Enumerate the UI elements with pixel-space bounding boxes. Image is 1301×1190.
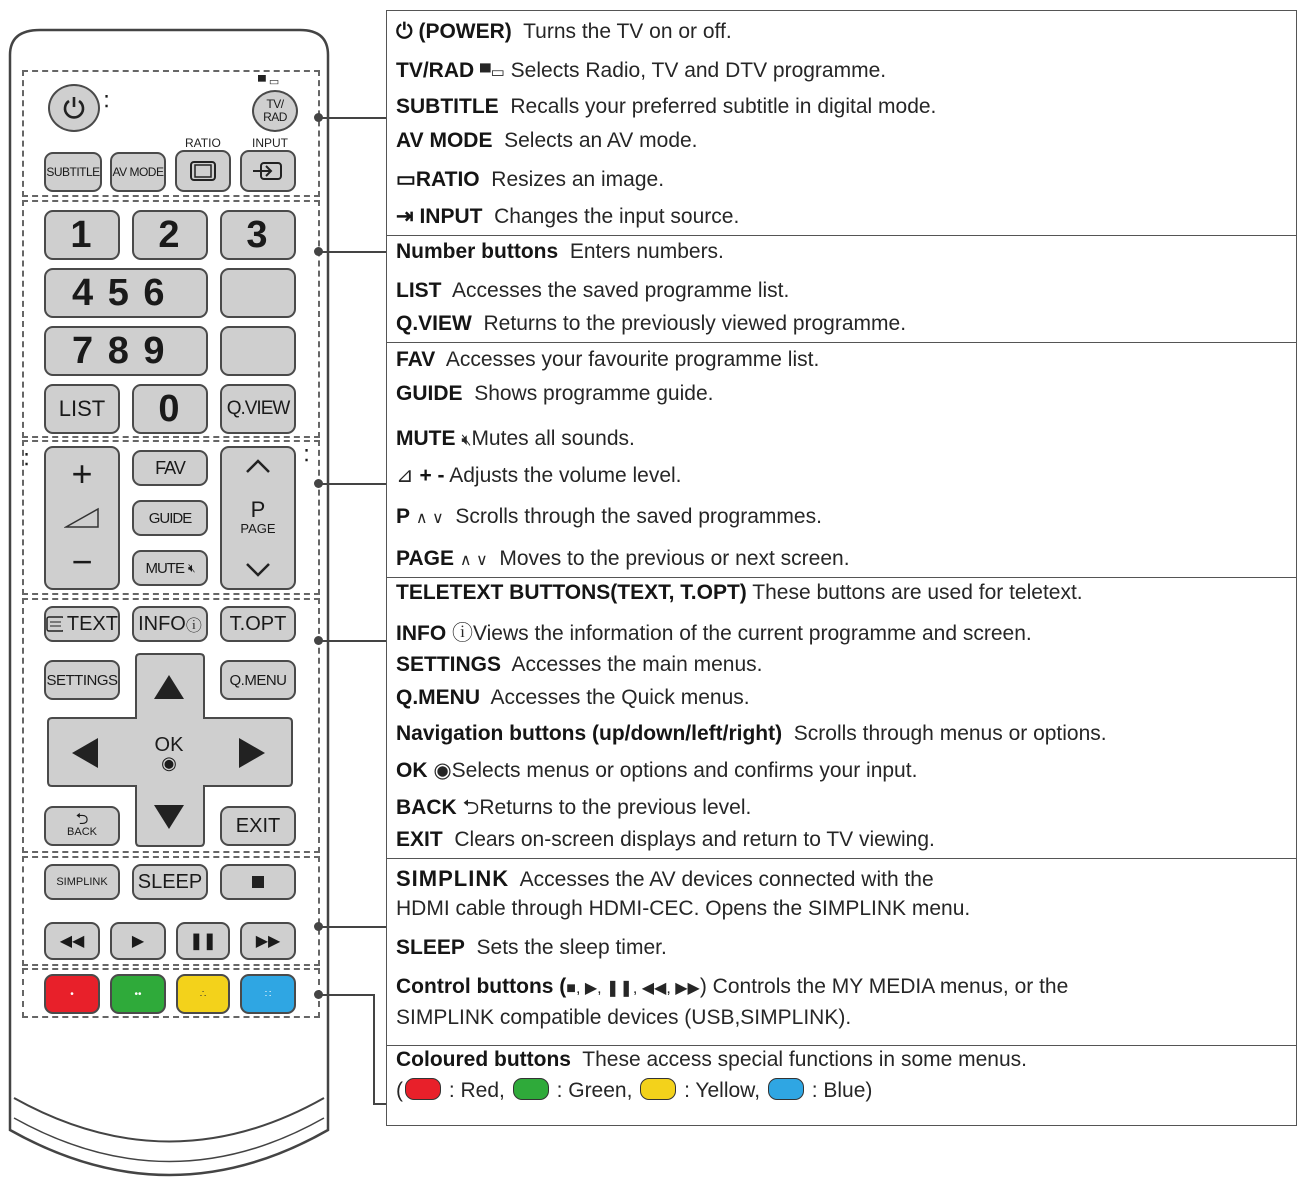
legend-page [396, 547, 850, 571]
legend-coloured [396, 1048, 1027, 1072]
legend-teletext-desc: These buttons are used for teletext. [752, 581, 1083, 604]
teletext-icon [46, 616, 63, 632]
legend-sleep [396, 936, 667, 960]
legend-mute-desc: Mutes all sounds. [471, 427, 635, 450]
nav-right-button[interactable] [222, 728, 282, 778]
legend-settings-key: SETTINGS [396, 653, 502, 676]
legend-qview [396, 312, 906, 336]
nav-left-button[interactable] [55, 728, 115, 778]
legend-volume-key: + - [419, 464, 445, 487]
legend-nav-key: Navigation buttons (up/down/left/right) [396, 722, 783, 745]
legend-ok-key: OK [396, 759, 428, 782]
legend-control-key: Control buttons ( [396, 975, 567, 998]
ratio-icon [188, 160, 218, 182]
ok-label: OK [154, 734, 184, 756]
braille-dots: ⁚ [104, 94, 110, 111]
info-icon: ⓘ [185, 617, 202, 635]
back-icon: ⮌ [462, 796, 480, 819]
legend-control-line2 [396, 1006, 851, 1030]
volume-rocker[interactable] [44, 446, 120, 590]
legend-mute-key: MUTE [396, 427, 456, 450]
colour-green-label: : Green, [556, 1079, 633, 1102]
stop-icon [252, 876, 264, 888]
qmenu-button[interactable]: Q.MENU [220, 660, 296, 700]
guide-button[interactable]: GUIDE [132, 500, 208, 536]
legend-sleep-key: SLEEP [396, 936, 465, 959]
connector-line [318, 926, 386, 928]
connector-line [318, 640, 386, 642]
text-button[interactable] [44, 606, 120, 642]
simplink-button[interactable]: SIMPLINK [44, 864, 120, 900]
legend-colour-list: ( : Red, : Green, : Yellow, : Blue) [396, 1079, 873, 1102]
legend-ok [396, 758, 917, 783]
text-label: TEXT [66, 612, 118, 635]
number-2-button[interactable]: 2 [132, 210, 208, 260]
legend-input-key: INPUT [419, 205, 483, 228]
connector-line [318, 483, 386, 485]
legend-simplink-desc-2: HDMI cable through HDMI-CEC. Opens the SIMPLINK menu. [396, 897, 971, 920]
legend-p [396, 505, 822, 529]
legend-nav-desc: Scrolls through menus or options. [793, 722, 1107, 745]
legend-list-desc: Accesses the saved programme list. [452, 279, 790, 302]
back-button[interactable] [44, 806, 120, 846]
green-swatch [513, 1078, 549, 1100]
green-button[interactable]: •• [110, 974, 166, 1014]
legend-sleep-desc: Sets the sleep timer. [476, 936, 667, 959]
legend-avmode-desc: Selects an AV mode. [504, 129, 698, 152]
legend-list [396, 279, 789, 303]
legend-control-desc-1: ) Controls the MY MEDIA menus, or the [699, 975, 1069, 998]
volume-down-icon[interactable]: − [71, 541, 93, 583]
back-icon: ⮌ [75, 811, 89, 828]
legend-simplink-key: SIMPLINK [396, 866, 510, 891]
ok-icon: ◉ [161, 753, 177, 773]
legend-tvrad-key: TV/RAD [396, 59, 475, 82]
info-label: INFO [138, 612, 186, 635]
legend-p-desc: Scrolls through the saved programmes. [455, 505, 822, 528]
ok-button[interactable] [143, 728, 195, 780]
ok-icon: ◉ [433, 759, 452, 782]
legend-fav-key: FAV [396, 348, 436, 371]
legend-exit-key: EXIT [396, 828, 443, 851]
connector-line [318, 994, 374, 996]
legend-settings [396, 653, 762, 677]
programme-rocker[interactable] [220, 446, 296, 590]
remote-control-illustration [0, 0, 340, 1190]
legend-teletext-key: TELETEXT BUTTONS(TEXT, T.OPT) [396, 581, 747, 604]
legend-info [396, 617, 1032, 647]
legend-tvrad [396, 59, 886, 83]
fast-forward-icon: ▶▶ [255, 933, 281, 950]
arrow-right-icon [237, 736, 267, 770]
section-divider [387, 235, 1296, 236]
mute-icon: 🔇︎ [461, 432, 472, 449]
volume-up-icon[interactable]: + [71, 452, 93, 494]
connector-line [318, 117, 386, 119]
chevron-down-icon[interactable] [244, 562, 272, 578]
chevron-up-down-icon: ∧ ∨ [459, 552, 488, 569]
input-icon [251, 160, 285, 182]
legend-page-desc: Moves to the previous or next screen. [499, 547, 850, 570]
legend-panel [386, 10, 1297, 1126]
mute-label: MUTE [145, 559, 184, 577]
red-button[interactable]: • [44, 974, 100, 1014]
legend-ok-desc: Selects menus or options and confirms your input. [451, 759, 918, 782]
legend-power-desc: Turns the TV on or off. [523, 20, 732, 43]
legend-nav [396, 722, 1107, 746]
ratio-button[interactable] [175, 150, 231, 192]
legend-teletext [396, 581, 1083, 605]
legend-coloured-key: Coloured buttons [396, 1048, 571, 1071]
play-button[interactable] [110, 922, 166, 960]
arrow-up-icon [152, 673, 186, 701]
arrow-left-icon [70, 736, 100, 770]
legend-qview-key: Q.VIEW [396, 312, 472, 335]
back-label: BACK [67, 826, 97, 838]
colour-red-label: : Red, [448, 1079, 505, 1102]
legend-control [396, 975, 1068, 999]
section-divider [387, 1045, 1296, 1046]
stop-button[interactable] [220, 864, 296, 900]
power-icon: ⏻ [396, 20, 413, 43]
legend-info-desc: Views the information of the current programme and screen. [473, 622, 1032, 645]
sleep-button[interactable]: SLEEP [132, 864, 208, 900]
section-divider [387, 858, 1296, 859]
legend-avmode-key: AV MODE [396, 129, 493, 152]
legend-ratio [396, 167, 664, 192]
media-control-icons: ■, ▶, ❚❚, ◀◀, ▶▶ [566, 980, 700, 997]
pause-button[interactable] [176, 922, 230, 960]
legend-qmenu-desc: Accesses the Quick menus. [490, 686, 750, 709]
input-button[interactable] [240, 150, 296, 192]
input-caption: INPUT [252, 136, 288, 150]
number-3-button[interactable]: 3 [220, 210, 296, 260]
pause-icon: ❚❚ [189, 933, 217, 950]
legend-qview-desc: Returns to the previously viewed programme. [483, 312, 907, 335]
legend-subtitle-key: SUBTITLE [396, 95, 499, 118]
rewind-icon: ◀◀ [59, 933, 85, 950]
legend-subtitle-desc: Recalls your preferred subtitle in digital mode. [510, 95, 937, 118]
legend-guide [396, 382, 713, 406]
nav-down-button[interactable] [143, 790, 195, 844]
legend-mute [396, 427, 635, 451]
legend-simplink-line2 [396, 897, 970, 921]
rewind-button[interactable] [44, 922, 100, 960]
section-divider [387, 342, 1296, 343]
legend-volume-desc: Adjusts the volume level. [449, 464, 682, 487]
legend-back-desc: Returns to the previous level. [479, 796, 752, 819]
fav-button[interactable]: FAV [132, 450, 208, 486]
tv-rad-label-2: RAD [263, 110, 287, 124]
arrow-down-icon [152, 803, 186, 831]
volume-icon [64, 507, 100, 529]
legend-power [396, 20, 732, 44]
blue-button[interactable]: ∷ [240, 974, 296, 1014]
legend-avmode [396, 129, 698, 153]
blank-button-1[interactable] [220, 268, 296, 318]
connector-line [373, 1103, 386, 1105]
legend-list-key: LIST [396, 279, 442, 302]
exit-button[interactable]: EXIT [220, 806, 296, 846]
blue-swatch [768, 1078, 804, 1100]
legend-exit-desc: Clears on-screen displays and return to TV viewing. [454, 828, 935, 851]
colour-yellow-label: : Yellow, [684, 1079, 761, 1102]
nav-up-button[interactable] [143, 660, 195, 714]
ratio-caption: RATIO [185, 136, 221, 150]
fast-forward-button[interactable] [240, 922, 296, 960]
legend-guide-desc: Shows programme guide. [474, 382, 714, 405]
legend-back [396, 793, 751, 828]
braille-dots-left: ⁚ [24, 452, 30, 469]
tv-rad-button[interactable] [252, 90, 298, 132]
connector-line [373, 994, 375, 1104]
red-swatch [405, 1078, 441, 1100]
legend-info-key: INFO [396, 622, 447, 645]
mute-button[interactable] [132, 550, 208, 586]
chevron-up-icon[interactable] [244, 458, 272, 474]
legend-number-key: Number buttons [396, 240, 559, 263]
info-icon: ⓘ [452, 622, 474, 645]
legend-volume [396, 463, 682, 488]
legend-input [396, 204, 739, 229]
number-456-button[interactable]: 4 5 6 [44, 268, 208, 318]
number-1-button[interactable]: 1 [44, 210, 120, 260]
tv-radio-icon: ▀ ▭ [258, 76, 280, 88]
tv-rad-label-1: TV/ [266, 97, 284, 111]
legend-settings-desc: Accesses the main menus. [511, 653, 763, 676]
yellow-swatch [640, 1078, 676, 1100]
mute-icon: 🔇︎ [187, 560, 195, 575]
colour-blue-label: : Blue) [811, 1079, 873, 1102]
legend-p-key: P [396, 505, 411, 528]
blank-button-2[interactable] [220, 326, 296, 376]
legend-qmenu-key: Q.MENU [396, 686, 480, 709]
tv-radio-icon: ▀▭ [480, 64, 505, 81]
info-button[interactable] [132, 606, 208, 642]
legend-back-key: BACK [396, 796, 457, 819]
legend-power-key: (POWER) [418, 20, 512, 43]
number-789-button[interactable]: 7 8 9 [44, 326, 208, 376]
legend-input-desc: Changes the input source. [494, 205, 740, 228]
connector-line [318, 251, 386, 253]
legend-simplink-desc-1: Accesses the AV devices connected with the [519, 868, 934, 891]
list-button[interactable]: LIST [44, 384, 120, 434]
legend-simplink [396, 866, 934, 892]
page-label: PAGE [240, 521, 276, 536]
legend-control-desc-2: SIMPLINK compatible devices (USB,SIMPLINK). [396, 1006, 852, 1029]
input-icon: ⇥ [396, 205, 414, 228]
legend-number-desc: Enters numbers. [569, 240, 724, 263]
legend-number [396, 240, 724, 264]
braille-dots-right: ⁚ [304, 448, 310, 465]
legend-tvrad-desc: Selects Radio, TV and DTV programme. [510, 59, 887, 82]
yellow-button[interactable]: ∴ [176, 974, 230, 1014]
legend-qmenu [396, 686, 750, 710]
ratio-icon: ▭ [396, 168, 416, 191]
legend-page-key: PAGE [396, 547, 454, 570]
settings-button[interactable]: SETTINGS [44, 660, 120, 700]
number-0-button[interactable]: 0 [132, 384, 208, 434]
qview-button[interactable]: Q.VIEW [220, 384, 296, 434]
legend-guide-key: GUIDE [396, 382, 463, 405]
topt-button[interactable]: T.OPT [220, 606, 296, 642]
legend-fav-desc: Accesses your favourite programme list. [445, 348, 820, 371]
av-mode-button[interactable]: AV MODE [110, 152, 166, 192]
legend-coloured-desc: These access special functions in some menus. [582, 1048, 1027, 1071]
legend-exit [396, 828, 935, 852]
legend-ratio-key: RATIO [415, 168, 480, 191]
volume-icon: ⊿ [396, 464, 414, 487]
p-label: P [250, 497, 266, 522]
subtitle-button[interactable]: SUBTITLE [44, 152, 102, 192]
power-icon [61, 95, 87, 121]
legend-fav [396, 348, 819, 372]
section-divider [387, 577, 1296, 578]
chevron-up-down-icon: ∧ ∨ [415, 510, 444, 527]
play-icon: ▶ [131, 933, 145, 950]
legend-subtitle [396, 95, 936, 119]
power-button[interactable] [48, 84, 100, 132]
legend-ratio-desc: Resizes an image. [491, 168, 665, 191]
